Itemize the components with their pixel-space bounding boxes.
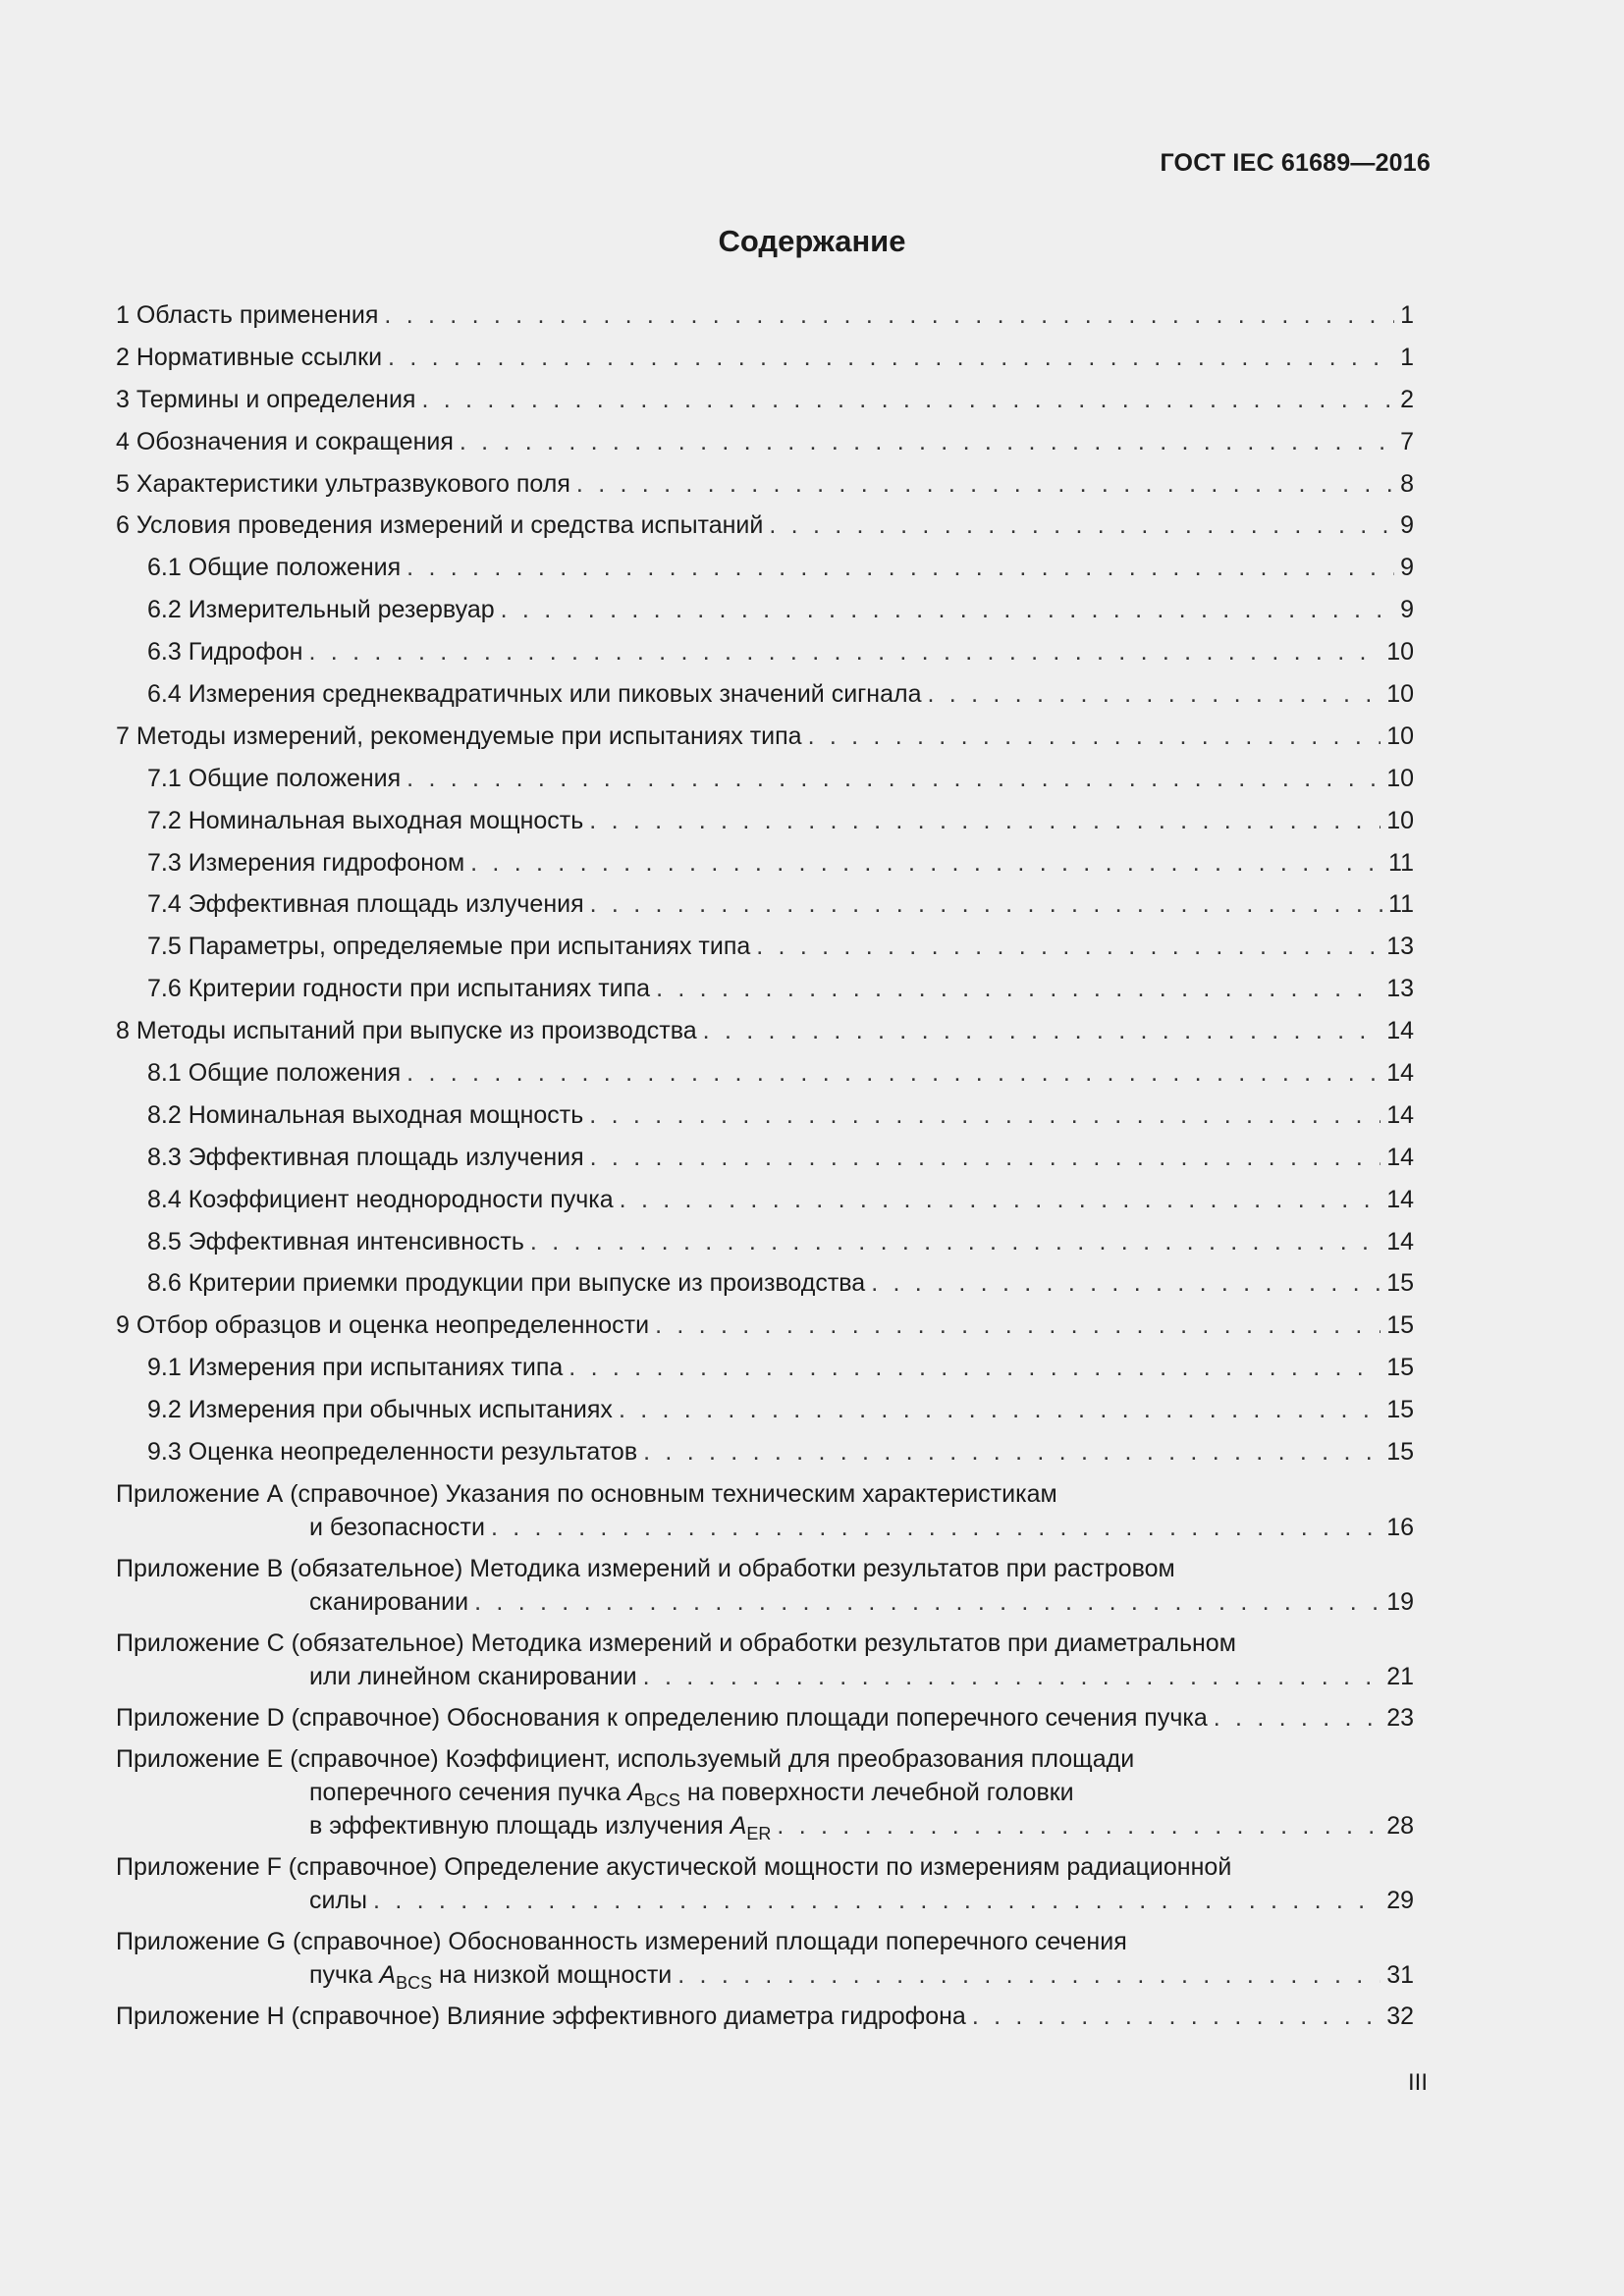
appendix-a-title-cont: и безопасности (309, 1513, 485, 1541)
toc-entry-label: 6.4 Измерения среднеквадратичных или пиковых значений сигнала (147, 680, 922, 709)
toc-appendix-b[interactable] (116, 1552, 1414, 1619)
toc-entry-page: 10 (1386, 806, 1414, 834)
toc-entry-page: 1 (1400, 301, 1414, 329)
toc-entry-page: 1 (1400, 343, 1414, 371)
toc-entry-label: 9.3 Оценка неопределенности результатов (147, 1438, 638, 1467)
toc-subentry[interactable] (116, 1389, 1414, 1431)
toc-entry-label: 8.6 Критерии приемки продукции при выпуске из производства (147, 1269, 866, 1298)
toc-entry-label: 8.5 Эффективная интенсивность (147, 1227, 524, 1255)
toc-entry-label: 6 Условия проведения измерений и средства испытаний (116, 511, 764, 540)
toc-entry-page: 11 (1388, 848, 1414, 877)
toc-entry-label: 4 Обозначения и сокращения (116, 427, 454, 455)
toc-subentry[interactable] (116, 1431, 1414, 1473)
toc-subentry[interactable] (116, 968, 1414, 1010)
table-of-contents (116, 294, 1414, 2041)
toc-entry-page: 14 (1386, 1100, 1414, 1129)
toc-entry-label: 3 Термины и определения (116, 385, 416, 413)
toc-entry[interactable] (116, 1305, 1414, 1347)
toc-entry-page: 8 (1400, 469, 1414, 498)
toc-entry-label: 7.6 Критерии годности при испытаниях типа (147, 975, 651, 1003)
appendix-g-page: 31 (1386, 1960, 1414, 1989)
toc-entry-page: 15 (1386, 1438, 1414, 1467)
toc-appendix-f[interactable] (116, 1850, 1414, 1917)
toc-entry-label: 8.2 Номинальная выходная мощность (147, 1100, 584, 1129)
toc-entry-page: 15 (1386, 1269, 1414, 1298)
toc-subentry[interactable] (116, 1095, 1414, 1137)
toc-subentry[interactable] (116, 883, 1414, 926)
toc-entry-page: 10 (1386, 764, 1414, 792)
symbol-a: A (379, 1960, 397, 1989)
appendix-e-text: в эффективную площадь излучения (309, 1811, 731, 1840)
toc-appendix-d[interactable] (116, 1701, 1414, 1735)
toc-entry[interactable] (116, 294, 1414, 337)
toc-entry-page: 9 (1400, 596, 1414, 624)
toc-entry-page: 14 (1386, 1143, 1414, 1171)
toc-entry[interactable] (116, 505, 1414, 547)
toc-entry-label: 8.3 Эффективная площадь излучения (147, 1143, 584, 1171)
symbol-subscript-bcs: BCS (643, 1789, 680, 1810)
appendix-g-text: пучка (309, 1960, 380, 1989)
toc-entry-page: 14 (1386, 1227, 1414, 1255)
toc-entry-label: 8 Методы испытаний при выпуске из производства (116, 1017, 697, 1045)
toc-entry[interactable] (116, 716, 1414, 758)
toc-entry-label: 7.5 Параметры, определяемые при испытаниях типа (147, 933, 751, 961)
toc-entry-label: 2 Нормативные ссылки (116, 343, 383, 371)
appendix-b-page: 19 (1386, 1587, 1414, 1616)
toc-subentry[interactable] (116, 758, 1414, 800)
toc-entry-page: 10 (1386, 638, 1414, 667)
appendix-f-title-cont: силы (309, 1886, 368, 1914)
appendix-b-title: Приложение В (обязательное) Методика измерений и обработки результатов при растровом (116, 1554, 1175, 1582)
appendix-d-title: Приложение D (справочное) Обоснования к определению площади поперечного сечения пучка (116, 1703, 1208, 1732)
appendix-e-text: на поверхности лечебной головки (679, 1778, 1074, 1806)
toc-entry-page: 13 (1386, 933, 1414, 961)
toc-appendix-h[interactable] (116, 2000, 1414, 2033)
toc-entry[interactable] (116, 421, 1414, 463)
toc-subentry[interactable] (116, 589, 1414, 631)
toc-entry-page: 11 (1388, 890, 1414, 919)
toc-entry-label: 5 Характеристики ультразвукового поля (116, 469, 570, 498)
appendix-g-text: на низкой мощности (432, 1960, 673, 1989)
toc-entry-label: 6.3 Гидрофон (147, 638, 303, 667)
toc-subentry[interactable] (116, 1262, 1414, 1305)
document-standard-header: ГОСТ IEC 61689—2016 (1160, 149, 1431, 177)
appendix-a-title: Приложение А (справочное) Указания по основным техническим характеристикам (116, 1479, 1057, 1508)
toc-entry-page: 10 (1386, 721, 1414, 750)
toc-entry-page: 9 (1400, 511, 1414, 540)
toc-subentry[interactable] (116, 1137, 1414, 1179)
toc-entry[interactable] (116, 463, 1414, 506)
appendix-g-title: Приложение G (справочное) Обоснованность измерений площади поперечного сечения (116, 1927, 1127, 1955)
appendix-c-page: 21 (1386, 1662, 1414, 1690)
toc-entry-label: 8.4 Коэффициент неоднородности пучка (147, 1185, 614, 1213)
symbol-a: A (730, 1811, 747, 1840)
appendix-h-title: Приложение Н (справочное) Влияние эффективного диаметра гидрофона (116, 2002, 966, 2030)
toc-entry-page: 7 (1400, 427, 1414, 455)
appendix-e-page: 28 (1386, 1811, 1414, 1840)
toc-entry-label: 9 Отбор образцов и оценка неопределенности (116, 1311, 650, 1340)
symbol-subscript-er: ER (746, 1823, 772, 1843)
toc-entry-label: 7.3 Измерения гидрофоном (147, 848, 465, 877)
appendix-d-page: 23 (1386, 1703, 1414, 1732)
toc-entry-label: 8.1 Общие положения (147, 1059, 402, 1088)
toc-entry-label: 7.4 Эффективная площадь излучения (147, 890, 584, 919)
appendix-e-text: поперечного сечения пучка (309, 1778, 628, 1806)
toc-entry-page: 15 (1386, 1311, 1414, 1340)
toc-subentry[interactable] (116, 926, 1414, 968)
toc-entry-label: 9.2 Измерения при обычных испытаниях (147, 1396, 613, 1424)
page-number: III (1407, 2069, 1428, 2096)
toc-appendix-g[interactable] (116, 1925, 1414, 1992)
toc-subentry[interactable] (116, 800, 1414, 842)
toc-entry-page: 15 (1386, 1354, 1414, 1382)
toc-entry-label: 9.1 Измерения при испытаниях типа (147, 1354, 564, 1382)
symbol-a: A (627, 1778, 644, 1806)
toc-entry-label: 1 Область применения (116, 301, 379, 329)
appendix-b-title-cont: сканировании (309, 1587, 469, 1616)
toc-entry-page: 14 (1386, 1059, 1414, 1088)
toc-entry-page: 9 (1400, 554, 1414, 582)
toc-entry-label: 6.2 Измерительный резервуар (147, 596, 495, 624)
page-title: Содержание (718, 224, 906, 258)
toc-entry-label: 7.2 Номинальная выходная мощность (147, 806, 584, 834)
toc-subentry[interactable] (116, 673, 1414, 716)
toc-subentry[interactable] (116, 1221, 1414, 1263)
appendix-c-title-cont: или линейном сканировании (309, 1662, 637, 1690)
toc-appendix-e[interactable] (116, 1742, 1414, 1842)
toc-entry[interactable] (116, 337, 1414, 379)
appendix-f-page: 29 (1386, 1886, 1414, 1914)
toc-entry-label: 7.1 Общие положения (147, 764, 402, 792)
toc-entry-page: 2 (1400, 385, 1414, 413)
toc-entry[interactable] (116, 379, 1414, 421)
toc-subentry[interactable] (116, 1052, 1414, 1095)
toc-subentry[interactable] (116, 1347, 1414, 1389)
toc-entry-page: 13 (1386, 975, 1414, 1003)
appendix-e-title: Приложение Е (справочное) Коэффициент, используемый для преобразования площади (116, 1744, 1135, 1773)
toc-entry-page: 14 (1386, 1017, 1414, 1045)
toc-entry-page: 14 (1386, 1185, 1414, 1213)
appendix-h-page: 32 (1386, 2002, 1414, 2030)
toc-entry-page: 10 (1386, 680, 1414, 709)
appendix-a-page: 16 (1386, 1513, 1414, 1541)
toc-entry-label: 7 Методы измерений, рекомендуемые при испытаниях типа (116, 721, 802, 750)
toc-entry-label: 6.1 Общие положения (147, 554, 402, 582)
toc-subentry[interactable] (116, 1179, 1414, 1221)
toc-appendix-c[interactable] (116, 1627, 1414, 1693)
toc-entry[interactable] (116, 1010, 1414, 1052)
symbol-subscript-bcs: BCS (396, 1972, 433, 1993)
appendix-f-title: Приложение F (справочное) Определение акустической мощности по измерениям радиационной (116, 1852, 1232, 1881)
toc-subentry[interactable] (116, 631, 1414, 673)
appendix-c-title: Приложение С (обязательное) Методика измерений и обработки результатов при диаметральном (116, 1629, 1236, 1657)
toc-entry-page: 15 (1386, 1396, 1414, 1424)
toc-appendix-a[interactable] (116, 1477, 1414, 1544)
toc-subentry[interactable] (116, 842, 1414, 884)
toc-subentry[interactable] (116, 547, 1414, 589)
